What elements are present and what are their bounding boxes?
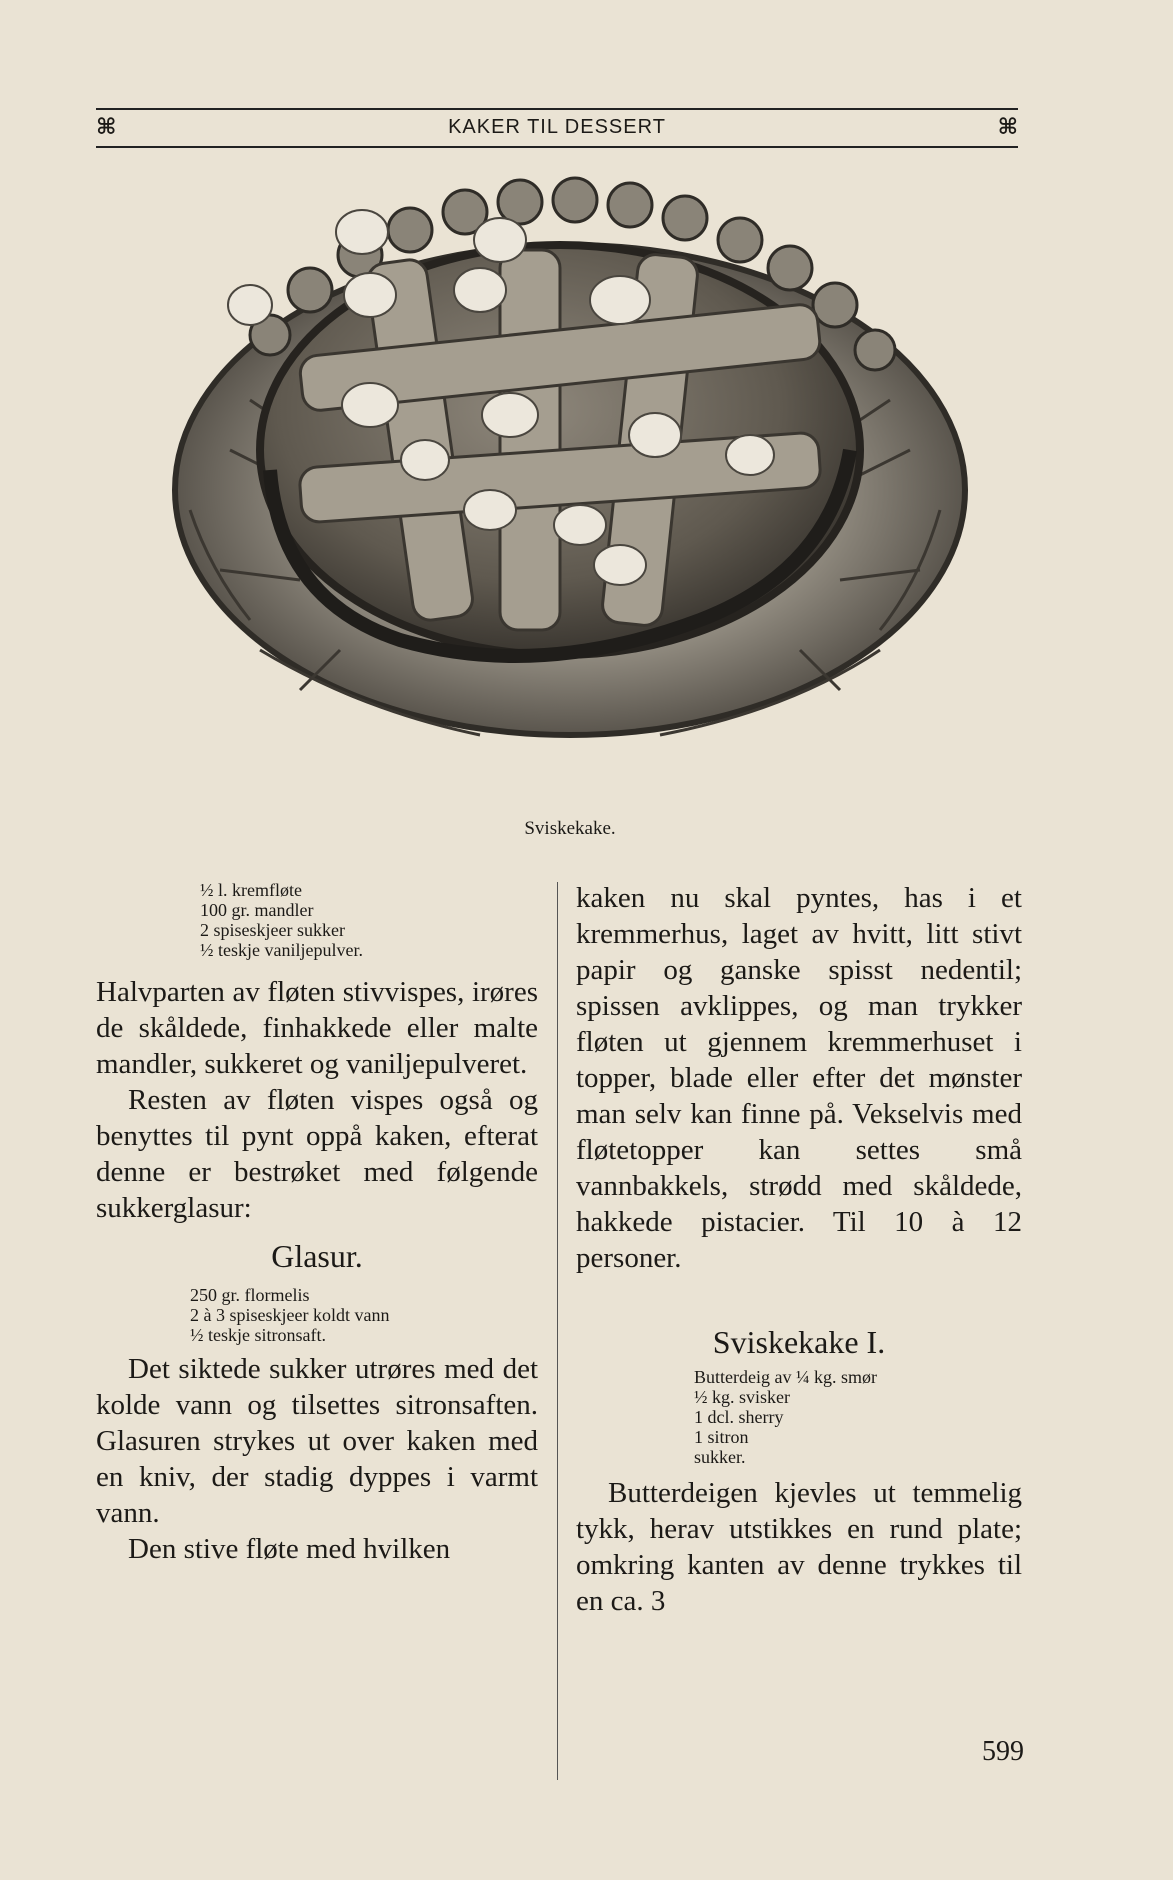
ingredient-list-cream [200,880,538,960]
ingredient-item: 2 spiseskjeer sukker [200,920,345,940]
right-column [576,880,1022,1619]
paragraph: Butterdeigen kjevles ut temmelig tykk, herav utstikkes en rund plate; omkring kanten av denne trykkes til en ca. 3 [576,1477,1022,1617]
ingredient-item: 2 à 3 spiseskjeer koldt vann [190,1305,390,1325]
ornament-left-icon: ⌘ [96,114,117,140]
column-divider [557,882,558,1780]
page-number: 599 [982,1736,1024,1767]
left-column [96,880,538,1567]
paragraph: Resten av fløten vispes også og benyttes til pynt oppå kaken, efterat denne er bestrøket med følgende sukkerglasur: [96,1084,538,1224]
section-heading-sviskekake: Sviskekake I. [712,1324,886,1360]
paragraph: kaken nu skal pyntes, has i et kremmerhus, laget av hvitt, litt stivt papir og ganske spisst nedentil; spissen avklippes, og man trykker fløten ut gjennem kremmerhuset i topper, blade eller efter det mønster man selv kan finne på. Vekselvis med fløtetopper kan settes små vannbakkels, strødd med skåldede, hakkede pistacier. Til 10 à 12 personer. [576,882,1022,1274]
ingredient-item: 250 gr. flormelis [190,1285,310,1305]
paragraph: Den stive fløte med hvilken [128,1533,451,1565]
cake-illustration [100,150,1020,810]
running-header [96,108,1018,148]
ornament-right-icon: ⌘ [997,114,1018,140]
paragraph: Halvparten av fløten stivvispes, irøres de skåldede, finhakkede eller malte mandler, sukkeret og vaniljepulveret. [96,976,538,1080]
ingredient-item: Butterdeig av ¼ kg. smør [694,1367,877,1387]
figure-caption: Sviskekake. [524,818,616,839]
ingredient-item: 100 gr. mandler [200,900,314,920]
ingredient-list-sviskekake [694,1367,1022,1467]
ingredient-item: ½ kg. svisker [694,1387,790,1407]
prune-cake-photo [100,150,1020,810]
ingredient-list-glasur [190,1285,538,1345]
ingredient-item: sukker. [694,1447,746,1467]
ingredient-item: ½ teskje vaniljepulver. [200,940,363,960]
paragraph: Det siktede sukker utrøres med det kolde vann og tilsettes sitronsaften. Glasuren strykes ut over kaken med en kniv, der stadig dyppes i varmt vann. [96,1353,538,1529]
running-title: KAKER TIL DESSERT [448,116,666,138]
ingredient-item: ½ l. kremfløte [200,880,302,900]
section-heading-glasur: Glasur. [271,1238,363,1274]
ingredient-item: 1 sitron [694,1427,749,1447]
ingredient-item: ½ teskje sitronsaft. [190,1325,326,1345]
ingredient-item: 1 dcl. sherry [694,1407,784,1427]
